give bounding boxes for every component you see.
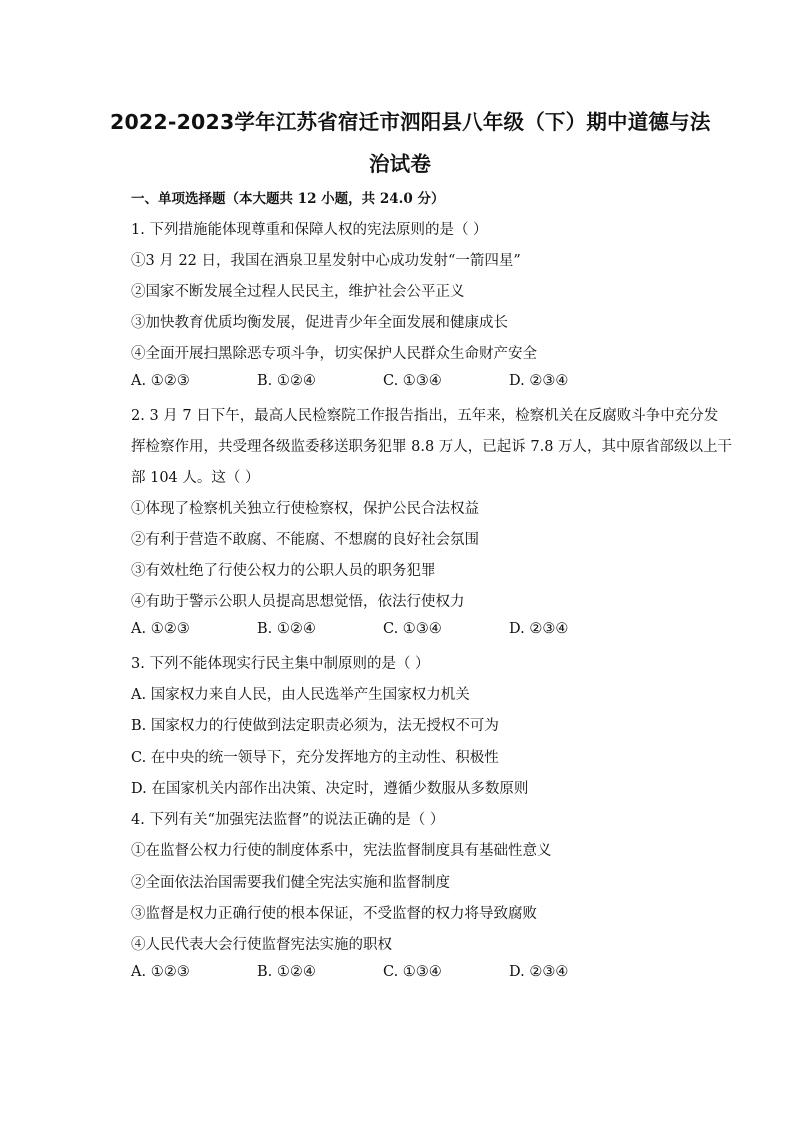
question-4-option-a: A. ①②③: [131, 964, 190, 980]
question-1-item: ④全面开展扫黑除恶专项斗争，切实保护人民群众生命财产安全: [131, 346, 537, 362]
question-1-stem: 1. 下列措施能体现尊重和保障人权的宪法原则的是（ ）: [131, 222, 488, 238]
question-2-option-d: D. ②③④: [509, 621, 569, 637]
question-2-option-c: C. ①③④: [383, 621, 442, 637]
question-1-item: ②国家不断发展全过程人民民主，维护社会公平正义: [131, 284, 465, 300]
question-2-stem: 挥检察作用，共受理各级监委移送职务犯罪 8.8 万人，已起诉 7.8 万人，其中原省部级以上干: [131, 439, 733, 455]
question-2-item: ③有效杜绝了行使公权力的公职人员的职务犯罪: [131, 563, 436, 579]
question-4-item: ②全面依法治国需要我们健全宪法实施和监督制度: [131, 875, 450, 891]
question-2-stem: 2. 3 月 7 日下午，最高人民检察院工作报告指出，五年来，检察机关在反腐败斗争中充分发: [131, 408, 719, 424]
question-2-item: ④有助于警示公职人员提高思想觉悟，依法行使权力: [131, 594, 465, 610]
exam-title-line-2: 治试卷: [368, 152, 432, 176]
question-3-option-d: D. 在国家机关内部作出决策、决定时，遵循少数服从多数原则: [131, 781, 529, 797]
question-1-option-a: A. ①②③: [131, 373, 190, 389]
question-4-item: ④人民代表大会行使监督宪法实施的职权: [131, 937, 392, 953]
exam-title-line-1: 2022-2023学年江苏省宿迁市泗阳县八年级（下）期中道德与法: [110, 110, 711, 134]
question-2-item: ①体现了检察机关独立行使检察权，保护公民合法权益: [131, 501, 479, 517]
question-2-option-a: A. ①②③: [131, 621, 190, 637]
question-4-item: ①在监督公权力行使的制度体系中，宪法监督制度具有基础性意义: [131, 843, 552, 859]
question-4-item: ③监督是权力正确行使的根本保证，不受监督的权力将导致腐败: [131, 906, 537, 922]
question-1-option-c: C. ①③④: [383, 373, 442, 389]
question-4-option-c: C. ①③④: [383, 964, 442, 980]
question-1-item: ③加快教育优质均衡发展，促进青少年全面发展和健康成长: [131, 315, 508, 331]
question-1-option-b: B. ①②④: [257, 373, 316, 389]
question-2-option-b: B. ①②④: [257, 621, 316, 637]
section-heading: 一、单项选择题（本大题共 12 小题，共 24.0 分）: [131, 191, 445, 207]
question-3-option-b: B. 国家权力的行使做到法定职责必须为，法无授权不可为: [131, 718, 499, 734]
question-3-option-c: C. 在中央的统一领导下，充分发挥地方的主动性、积极性: [131, 750, 499, 766]
question-2-item: ②有利于营造不敢腐、不能腐、不想腐的良好社会氛围: [131, 532, 479, 548]
question-3-stem: 3. 下列不能体现实行民主集中制原则的是（ ）: [131, 656, 430, 672]
question-4-stem: 4. 下列有关“加强宪法监督”的说法正确的是（ ）: [131, 812, 445, 828]
question-1-option-d: D. ②③④: [509, 373, 569, 389]
question-1-item: ①3 月 22 日，我国在酒泉卫星发射中心成功发射“一箭四星”: [131, 253, 521, 269]
question-4-option-b: B. ①②④: [257, 964, 316, 980]
question-3-option-a: A. 国家权力来自人民，由人民选举产生国家权力机关: [131, 687, 470, 703]
question-2-stem: 部 104 人。这（ ）: [131, 470, 260, 486]
question-4-option-d: D. ②③④: [509, 964, 569, 980]
